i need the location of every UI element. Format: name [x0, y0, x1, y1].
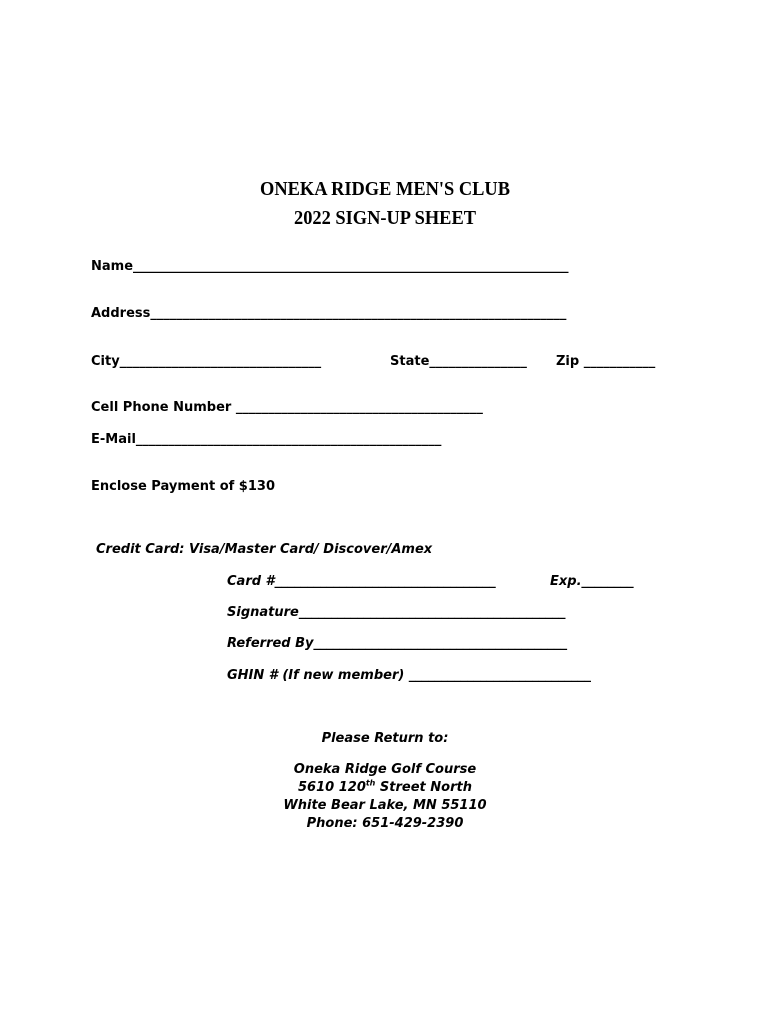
street-name: Street North — [375, 780, 472, 795]
payment-amount-text: Enclose Payment of $130 — [91, 479, 275, 494]
email-field[interactable]: E-Mail_______________________________________________ — [91, 432, 442, 447]
zip-field[interactable]: Zip ___________ — [556, 354, 656, 369]
referred-by-field[interactable]: Referred By_______________________________________ — [227, 636, 568, 651]
return-course-name: Oneka Ridge Golf Course — [293, 762, 477, 777]
address-field[interactable]: Address________________________________________________________________ — [91, 306, 567, 321]
return-phone: Phone: 651-429-2390 — [306, 816, 464, 831]
return-street-address — [0, 780, 770, 795]
return-city-line: White Bear Lake, MN 55110 — [283, 798, 487, 813]
credit-card-types: Credit Card: Visa/Master Card/ Discover/Amex — [96, 542, 433, 557]
page-title: ONEKA RIDGE MEN'S CLUB — [260, 178, 510, 200]
state-field[interactable]: State_______________ — [390, 354, 527, 369]
card-exp-field[interactable]: Exp.________ — [550, 574, 634, 589]
return-heading: Please Return to: — [321, 731, 449, 746]
page-subtitle: 2022 SIGN-UP SHEET — [293, 207, 476, 229]
street-number: 5610 120 — [298, 780, 366, 795]
card-number-field[interactable]: Card #__________________________________ — [227, 574, 496, 589]
name-field[interactable]: Name___________________________________________________________________ — [91, 259, 569, 274]
ghin-field[interactable]: GHIN # (If new member) ____________________________ — [227, 668, 591, 683]
cell-phone-field[interactable]: Cell Phone Number ______________________________________ — [91, 400, 483, 415]
street-ordinal: th — [365, 778, 376, 788]
signature-field[interactable]: Signature_________________________________________ — [227, 605, 566, 620]
city-field[interactable]: City_______________________________ — [91, 354, 322, 369]
